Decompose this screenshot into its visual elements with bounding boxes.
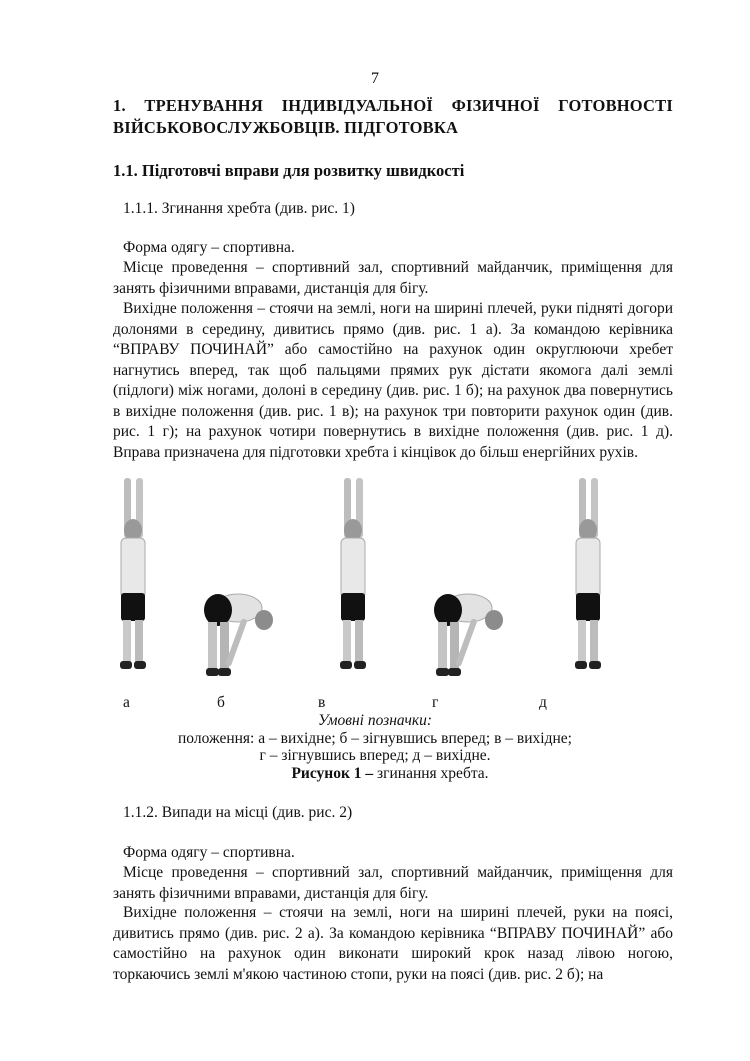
figure-position-e	[575, 478, 601, 669]
figure-label-d: г	[432, 694, 439, 711]
section-heading: 1.1. Підготовчі вправи для розвитку швидкості	[113, 161, 465, 180]
figure-position-labels	[113, 694, 673, 714]
figure-position-d	[434, 594, 503, 676]
chapter-heading: 1. ТРЕНУВАННЯ ІНДИВІДУАЛЬНОЇ ФІЗИЧНОЇ ГОТОВНОСТІ ВІЙСЬКОВОСЛУЖБОВЦІВ. ПІДГОТОВКА	[113, 96, 673, 137]
figure-caption-label: Рисунок 1 –	[291, 765, 374, 782]
figure-position-c	[340, 478, 366, 669]
exercise-figure	[103, 468, 663, 698]
figure-caption	[0, 765, 750, 783]
figure-caption-text: згинання хребта.	[373, 765, 489, 782]
legend-line-1: положення: а – вихідне; б – зігнувшись вперед; в – вихідне;	[178, 730, 572, 747]
legend-title: Умовні позначки:	[317, 712, 433, 729]
subsection-title-1: 1.1.1. Згинання хребта (див. рис. 1)	[123, 200, 355, 217]
subsection-title-2: 1.1.2. Випади на місці (див. рис. 2)	[123, 804, 353, 821]
start-position-paragraph-1: Вихідне положення – стоячи на землі, ноги на ширині плечей, руки підняті догори долонями в середину, дивитись прямо (див. рис. 1 а). За командою керівника “ВПРАВУ ПОЧИНАЙ” або самостійно на рахунок один округлюючи хребет нагнутись вперед, так щоб пальцями прямих рук дістати якомога далі землі (підлоги) між ногами, долоні в середину (див. рис. 1 б); на рахунок два повернутись в вихідне положення (див. рис. 1 в); на рахунок три повторити рахунок один (див. рис. 1 г); на рахунок чотири повернутись в вихідне положення (див. рис. 1 д). Вправа призначена для підготовки хребта і кінцівок до більш енергійних рухів.	[113, 300, 673, 461]
start-position-paragraph-2: Вихідне положення – стоячи на землі, ноги на ширині плечей, руки на поясі, дивитись прямо (див. рис. 2 а). За командою керівника “ВПРАВУ ПОЧИНАЙ” або самостійно на рахунок один виконати широкий крок назад лівою ногою, торкаючись землі м'якою частиною стопи, руки на поясі (див. рис. 2 б); на	[113, 904, 673, 983]
figure-label-b: б	[217, 694, 225, 711]
dress-paragraph-1: Форма одягу – спортивна.	[123, 239, 295, 256]
figure-label-a: а	[123, 694, 130, 711]
legend-line-2: г – зігнувшись вперед; д – вихідне.	[259, 747, 491, 764]
page-number: 7	[371, 70, 379, 87]
figure-label-e: д	[539, 694, 547, 711]
place-paragraph-1: Місце проведення – спортивний зал, спортивний майданчик, приміщення для занять фізичними вправами, дистанція для бігу.	[113, 259, 673, 297]
place-paragraph-2: Місце проведення – спортивний зал, спортивний майданчик, приміщення для занять фізичними вправами, дистанція для бігу.	[113, 864, 673, 902]
figure-position-a	[120, 478, 146, 669]
figure-label-c: в	[318, 694, 326, 711]
figure-position-b	[204, 594, 273, 676]
dress-paragraph-2: Форма одягу – спортивна.	[123, 844, 295, 861]
